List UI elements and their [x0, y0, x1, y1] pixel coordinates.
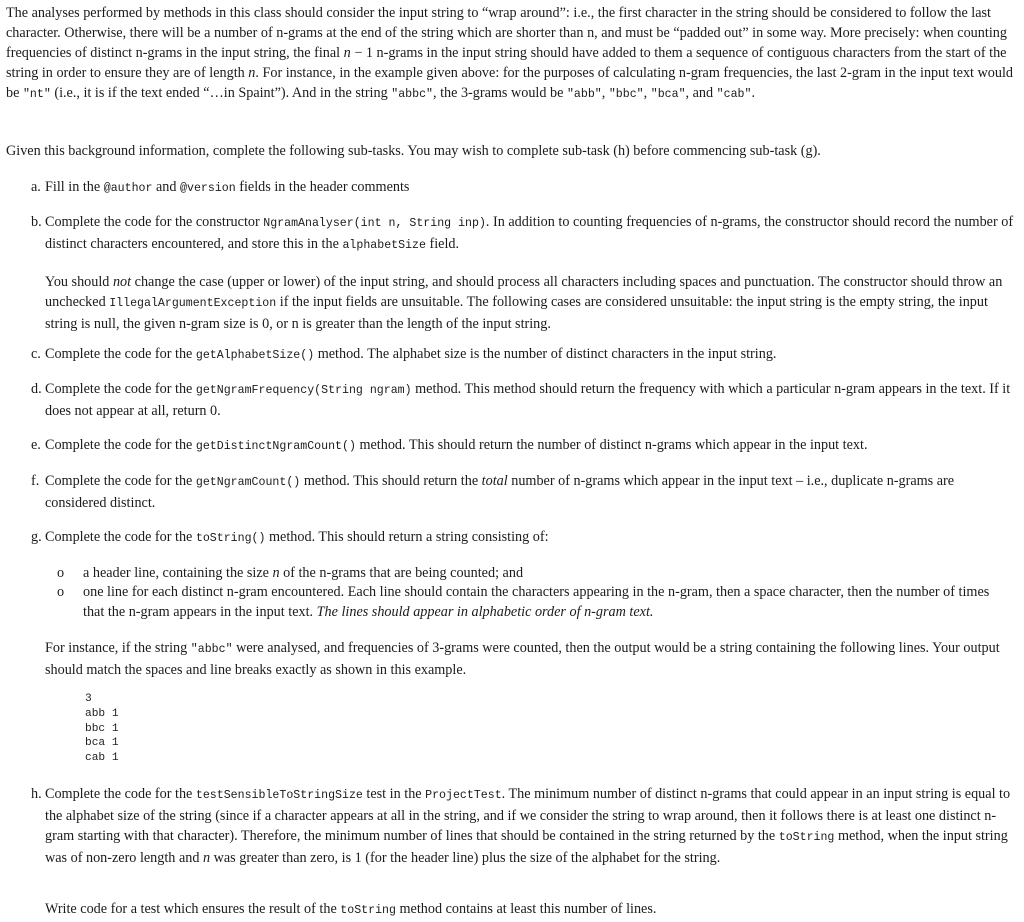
task-label: f.: [31, 473, 40, 489]
text: ,: [643, 85, 651, 101]
code-line: cab 1: [85, 752, 119, 765]
inline-code: alphabetSize: [342, 239, 426, 252]
inline-code: toString(): [195, 532, 266, 545]
var-n: n: [272, 565, 280, 581]
task-label: c.: [31, 346, 41, 362]
task-b-details: You should not change the case (upper or lower) of the input string, and should process all characters including spaces and punctuation. The constructor should throw an unchecked IllegalArgumentException if the input fields are unsuitable. The following cases are considered unsuitable: the input string is the empty string, the input string is null, the given n-gram size is 0, or n is greater than the length of the input string.: [45, 274, 1003, 332]
task-text: Fill in the @author and @version fields in the header comments: [45, 179, 410, 195]
task-label: e.: [31, 437, 41, 453]
var-n: n: [343, 45, 351, 61]
task-g-example-intro: For instance, if the string "abbc" were analysed, and frequencies of 3-grams were counted, then the output would be a string containing the following lines. Your output should match the spaces and line breaks exactly as shown in this example.: [45, 640, 1000, 678]
inline-code: ProjectTest: [425, 789, 502, 802]
bullet-icon: o: [57, 565, 65, 581]
inline-code: getAlphabetSize(): [195, 349, 315, 362]
task-h-test-instruction: Write code for a test which ensures the result of the toString method contains at least this number of lines.: [45, 901, 657, 917]
bullet-icon: o: [57, 584, 65, 600]
text: , the 3-grams would be: [432, 85, 567, 101]
inline-code: NgramAnalyser(int n, String inp): [263, 217, 486, 230]
emphasis: total: [481, 473, 508, 489]
task-text: Complete the code for the constructor NgramAnalyser(int n, String inp). In addition to counting frequencies of n-grams, the constructor should record the number of distinct characters encountered, and store this in the alphabetSize field.: [45, 214, 1014, 252]
task-e: [31, 435, 1016, 457]
task-text: Complete the code for the getDistinctNgramCount() method. This should return the number of distinct n-grams which appear in the input text.: [45, 437, 868, 453]
var-n: n: [248, 65, 256, 81]
text: . For instance, in the example given above: for the purposes of calculating n-gram frequencies, the last 2-gram in the input text would be: [6, 65, 1014, 101]
inline-code: "nt": [22, 88, 51, 101]
inline-code: getNgramCount(): [195, 476, 301, 489]
text: − 1 n-grams in the input string should have added to them a sequence of contiguous characters from the start of the string in order to ensure they are of length: [6, 45, 1007, 81]
task-text: Complete the code for the getAlphabetSize() method. The alphabet size is the number of distinct characters in the input string.: [45, 346, 777, 362]
task-label: b.: [31, 214, 42, 230]
inline-code: "bbc": [608, 88, 644, 101]
code-line: bca 1: [85, 737, 119, 750]
inline-code: getNgramFrequency(String ngram): [195, 384, 412, 397]
task-d: [31, 379, 1016, 421]
inline-code: @version: [180, 182, 236, 195]
inline-code: @author: [103, 182, 153, 195]
bullet-item: [57, 582, 1003, 622]
text: .: [751, 85, 756, 101]
task-g: [31, 527, 1016, 549]
inline-code: "abb": [566, 88, 602, 101]
code-line: bbc 1: [85, 722, 119, 735]
text: , and: [685, 85, 717, 101]
task-text: Complete the code for the getNgramFrequency(String ngram) method. This method should return the frequency with which a particular n-gram appears in the text. If it does not appear at all, return 0.: [45, 381, 1011, 419]
task-b: [31, 212, 1016, 334]
task-text: Complete the code for the getNgramCount() method. This should return the total number of n-grams which appear in the input text – i.e., duplicate n-grams are considered distinct.: [45, 473, 955, 511]
text: (i.e., it is if the text ended “…in Spaint”). And in the string: [50, 85, 392, 101]
code-line: 3: [85, 693, 92, 705]
bullet-text: one line for each distinct n-gram encountered. Each line should contain the characters appearing in the n-gram, then a space character, then the number of times that the n-gram appears in the input text. The lines should appear in alphabetic order of n-gram text.: [83, 584, 990, 620]
inline-code: "bca": [650, 88, 686, 101]
bullet-item: [57, 563, 1003, 583]
task-h: [31, 784, 1016, 868]
inline-code: IllegalArgumentException: [109, 297, 277, 310]
emphasis: not: [112, 274, 132, 290]
inline-code: toString: [778, 831, 835, 844]
task-f: [31, 471, 1016, 513]
intro-paragraph: [6, 3, 1020, 105]
bullet-text: a header line, containing the size n of the n-grams that are being counted; and: [83, 565, 524, 581]
inline-code: "abbc": [391, 88, 433, 101]
task-label: g.: [31, 529, 42, 545]
text: The analyses performed by methods in this class should consider the input string to “wrap around”: i.e., the first character in the string should be considered to follow the last character. Otherwise, there will be a number of n-grams at the end of the string which are shorter than n, and must be “padded out” in some way. More precisely: when counting frequencies of distinct n-grams in the input string, the final: [6, 5, 1007, 61]
task-label: d.: [31, 381, 42, 397]
code-example: [85, 692, 119, 766]
task-text: Complete the code for the toString() method. This should return a string consisting of:: [45, 529, 549, 545]
task-label: h.: [31, 786, 42, 802]
inline-code: getDistinctNgramCount(): [195, 440, 356, 453]
task-label: a.: [31, 179, 41, 195]
inline-code: toString: [340, 904, 396, 917]
intro-instructions: Given this background information, complete the following sub-tasks. You may wish to complete sub-task (h) before commencing sub-task (g).: [6, 143, 821, 159]
inline-code: "cab": [716, 88, 752, 101]
emphasis: The lines should appear in alphabetic order of n-gram text.: [316, 604, 654, 620]
inline-code: testSensibleToStringSize: [195, 789, 363, 802]
text: ,: [601, 85, 609, 101]
var-n: n: [202, 850, 211, 866]
task-text: Complete the code for the testSensibleToStringSize test in the ProjectTest. The minimum number of distinct n-grams that could appear in an input string is equal to the alphabet size of the string (since if a character appears at all in the string, and if we consider the string to wrap around, then it follows there is at least one distinct n-gram starting with that character). Therefore, the minimum number of lines that should be contained in the string returned by the toString method, when the input string was of non-zero length and n was greater than zero, is 1 (for the header line) plus the size of the alphabet for the string.: [45, 786, 1011, 866]
task-c: [31, 344, 1016, 366]
code-line: abb 1: [85, 707, 119, 720]
inline-code: "abbc": [190, 643, 233, 656]
task-a: [31, 177, 1016, 199]
document-body: [6, 3, 1020, 105]
